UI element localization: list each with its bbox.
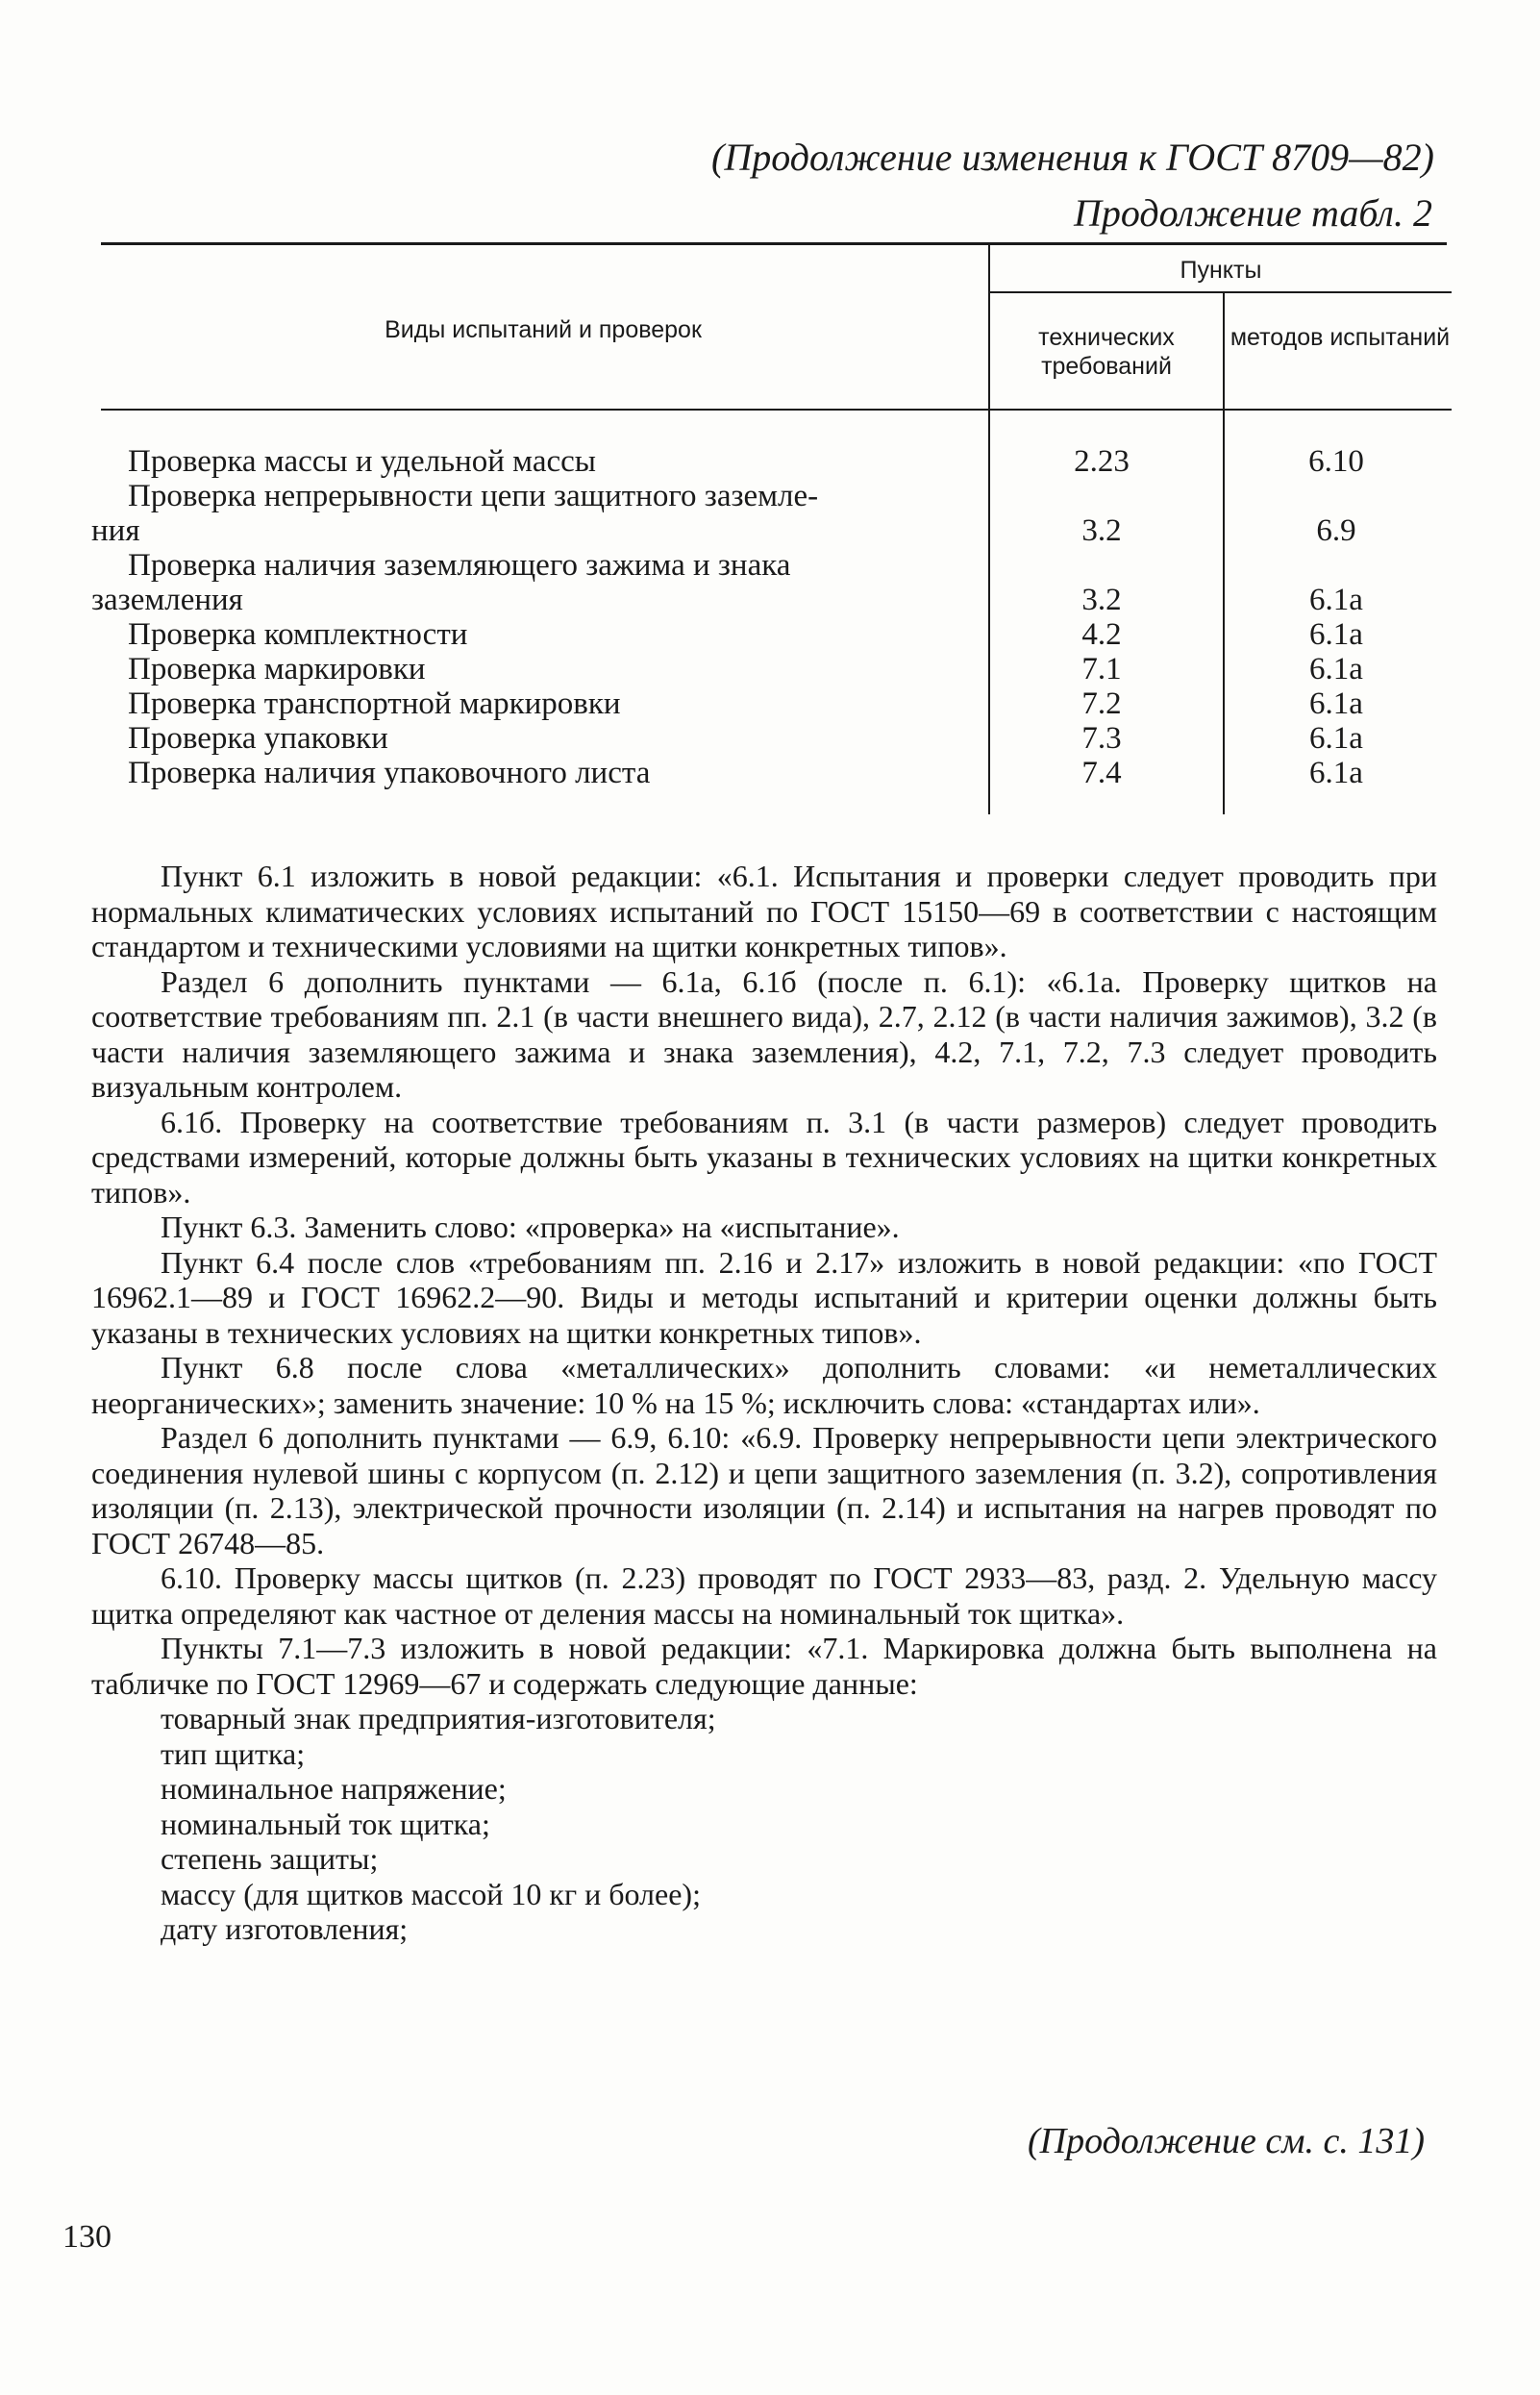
row-requirement: 7.1	[1081, 652, 1122, 686]
paragraph: Раздел 6 дополнить пунктами — 6.9, 6.10: «6.9. Проверку непрерывности цепи электрического соединения нулевой шины с корпусом (п. 2.12) и цепи защитного заземления (п. 3.2), сопротивления изоляции (п. 2.13), электрической прочности изоляции (п. 2.14) и испытания на нагрев проводят по ГОСТ 26748—85.	[91, 1420, 1437, 1560]
row-method: 6.1а	[1309, 686, 1363, 721]
row-method: 6.10	[1308, 444, 1364, 479]
marking-data-list	[91, 1701, 1437, 1947]
row-requirement: 3.2	[1081, 513, 1122, 548]
list-item: номинальное напряжение;	[161, 1771, 507, 1806]
row-method: 6.1а	[1309, 756, 1363, 790]
row-method: 6.9	[1316, 513, 1356, 548]
table-continuation-label: Продолжение табл. 2	[1073, 191, 1432, 235]
row-requirement: 7.2	[1081, 686, 1122, 721]
row-label: Проверка массы и удельной массы	[128, 444, 596, 479]
paragraph: 6.1б. Проверку на соответствие требованиям п. 3.1 (в части размеров) следует проводить средствами измерений, которые должны быть указаны в технических условиях на щитки конкретных типов».	[91, 1104, 1437, 1210]
row-label: Проверка маркировки	[128, 652, 426, 686]
paragraph: Пункт 6.8 после слова «металлических» дополнить словами: «и неметаллических неорганических»; заменить значение: 10 % на 15 %; исключить слова: «стандартах или».	[91, 1350, 1437, 1420]
table-top-rule	[101, 242, 1447, 245]
row-requirement: 7.4	[1081, 756, 1122, 790]
row-label: Проверка транспортной маркировки	[128, 686, 621, 721]
column-group-header: Пункты	[1180, 257, 1262, 284]
row-method: 6.1а	[1309, 617, 1363, 652]
row-label: Проверка упаковки	[128, 721, 388, 756]
row-label: Проверка непрерывности цепи защитного заземле-	[128, 479, 819, 513]
column-header-types: Виды испытаний и проверок	[385, 316, 702, 343]
header-continuation: (Продолжение изменения к ГОСТ 8709—82)	[711, 136, 1434, 179]
body-text	[91, 859, 1437, 1947]
paragraph: Пункт 6.3. Заменить слово: «проверка» на «испытание».	[161, 1210, 900, 1244]
row-requirement: 4.2	[1081, 617, 1122, 652]
paragraph: 6.10. Проверку массы щитков (п. 2.23) проводят по ГОСТ 2933—83, разд. 2. Удельную массу щитка определяют как частное от деления массы на номинальный ток щитка».	[91, 1560, 1437, 1631]
row-method: 6.1а	[1309, 583, 1363, 617]
footer-continuation: (Продолжение см. с. 131)	[1027, 2121, 1425, 2161]
row-requirement: 2.23	[1074, 444, 1130, 479]
list-item: тип щитка;	[161, 1735, 306, 1771]
row-label: Проверка комплектности	[128, 617, 468, 652]
row-requirement: 7.3	[1081, 721, 1122, 756]
table-header-rule	[101, 409, 1452, 411]
list-item: товарный знак предприятия-изготовителя;	[161, 1701, 716, 1735]
table-divider-2	[1223, 292, 1225, 814]
list-item: массу (для щитков массой 10 кг и более);	[161, 1876, 701, 1911]
list-item: номинальный ток щитка;	[161, 1806, 490, 1841]
list-item: дату изготовления;	[161, 1911, 409, 1946]
row-requirement: 3.2	[1081, 583, 1122, 617]
row-method: 6.1а	[1309, 721, 1363, 756]
page-number: 130	[62, 2219, 112, 2255]
column-header-methods: методов испытаний	[1230, 324, 1451, 351]
paragraph: Раздел 6 дополнить пунктами — 6.1а, 6.1б (после п. 6.1): «6.1а. Проверку щитков на соответствие требованиям пп. 2.1 (в части внешнего вида), 2.7, 2.12 (в части наличия зажимов), 3.2 (в части наличия заземляющего зажима и знака заземления), 4.2, 7.1, 7.2, 7.3 следует проводить визуальным контролем.	[91, 963, 1437, 1104]
row-label-continuation: заземления	[91, 583, 243, 617]
paragraph: Пункт 6.1 изложить в новой редакции: «6.1. Испытания и проверки следует проводить при нормальных климатических условиях испытаний по ГОСТ 15150—69 в соответствии с настоящим стандартом и техническими условиями на щитки конкретных типов».	[91, 859, 1437, 963]
table-divider-1	[988, 245, 990, 814]
row-method: 6.1а	[1309, 652, 1363, 686]
row-label: Проверка наличия упаковочного листа	[128, 756, 651, 790]
paragraph: Пункт 6.4 после слов «требованиям пп. 2.16 и 2.17» изложить в новой редакции: «по ГОСТ 16962.1—89 и ГОСТ 16962.2—90. Виды и методы испытаний и критерии оценки должны быть указаны в технических условиях на щитки конкретных типов».	[91, 1244, 1437, 1350]
row-label: Проверка наличия заземляющего зажима и знака	[128, 548, 791, 583]
table-group-rule	[990, 291, 1452, 293]
paragraph: Пункты 7.1—7.3 изложить в новой редакции: «7.1. Маркировка должна быть выполнена на табличке по ГОСТ 12969—67 и содержать следующие данные:	[91, 1631, 1437, 1701]
column-header-requirements: технических требований	[1038, 324, 1175, 380]
row-label-continuation: ния	[91, 513, 140, 548]
list-item: степень защиты;	[161, 1841, 379, 1876]
